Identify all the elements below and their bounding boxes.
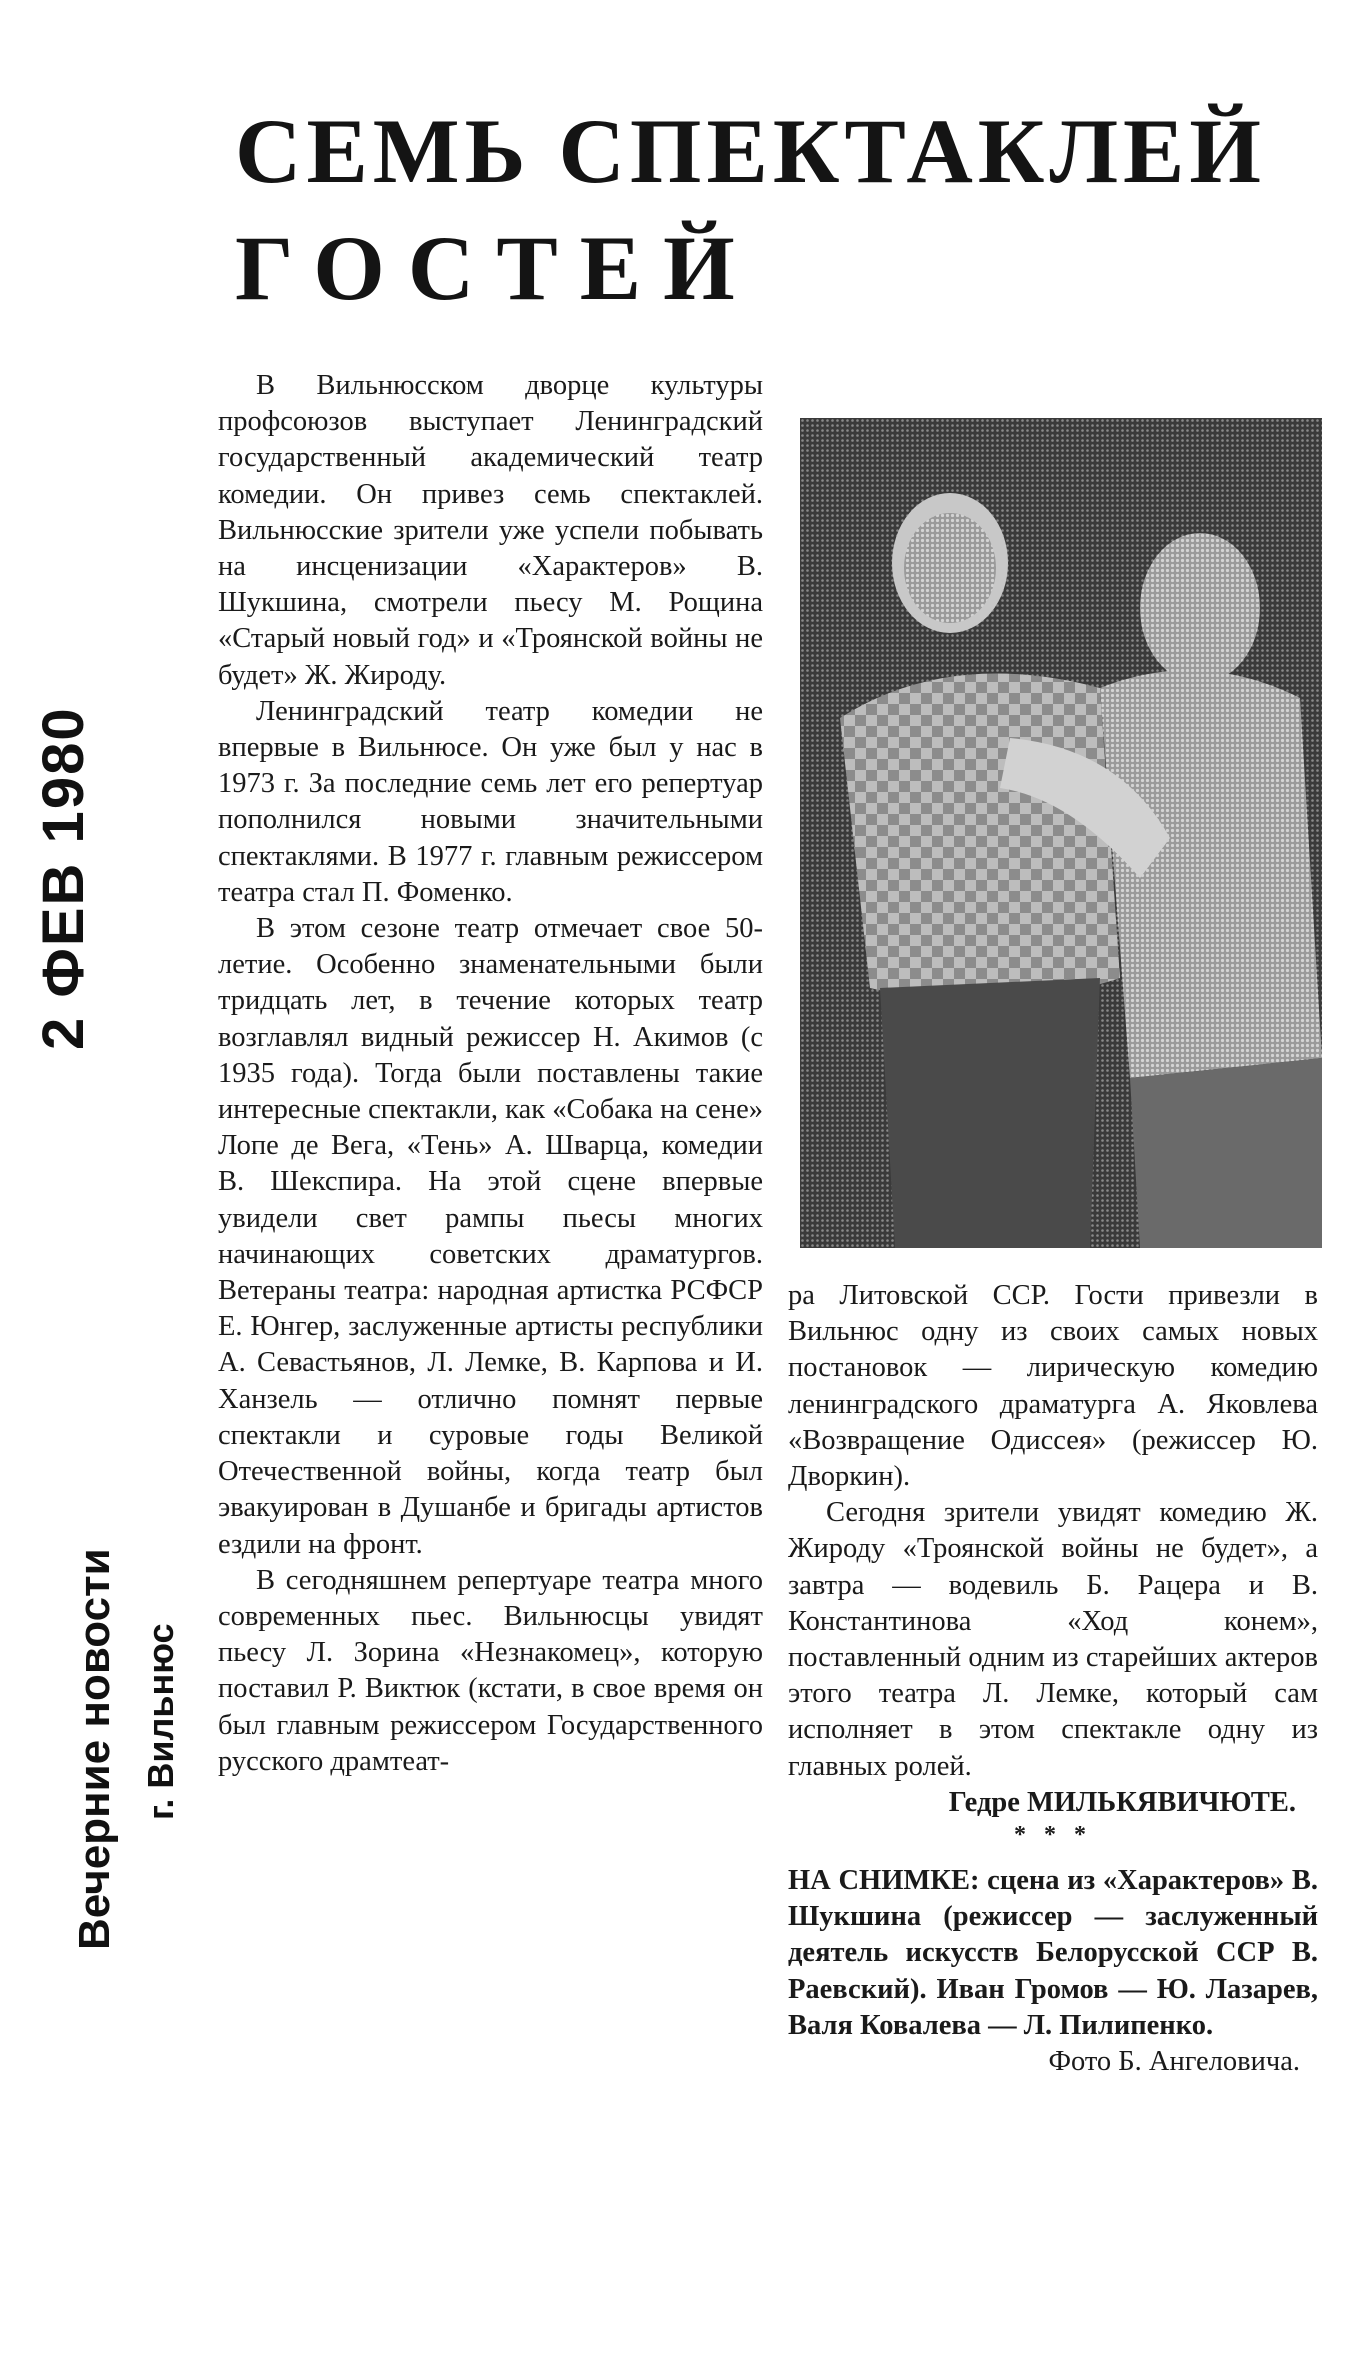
photo-credit: Фото Б. Ангеловича. (1048, 2046, 1300, 2078)
clipping-stamp (10, 706, 230, 2010)
author-byline: Гедре МИЛЬКЯВИЧЮТЕ. (948, 1786, 1296, 1818)
stamp-city: г. Вильнюс (140, 1623, 181, 1820)
headline-line-1: СЕМЬ СПЕКТАКЛЕЙ (235, 100, 1266, 202)
article-paragraph-2: Ленинградский театр комедии не впервые в Вильнюсе. Он уже был у нас в 1973 г. За последние семь лет его репертуар пополнился новыми значительными спектаклями. В 1977 г. главным режиссером театра стал П. Фоменко. (218, 695, 763, 908)
scene-photo (800, 418, 1322, 1248)
article-paragraph-1: В Вильнюсском дворце культуры профсоюзов выступает Ленинградский государственный академический театр комедии. Он привез семь спектаклей. Вильнюсские зрители уже успели побывать на инсценизации «Характеров» В. Шукшина, смотрели пьесу М. Рощина «Старый новый год» и «Троянской войны не будет» Ж. Жироду. (218, 370, 763, 691)
separator-stars: * * * (1014, 1822, 1092, 1849)
headline-line-2: ГОСТЕЙ (235, 217, 757, 319)
article-paragraph-3: В этом сезоне театр отмечает свое 50-летие. Особенно знаменательными были тридцать лет, в течение которых театр возглавлял видный режиссер Н. Акимов (с 1935 года). Тогда были поставлены такие интересные спектакли, как «Собака на сене» Лопе де Вега, «Тень» А. Шварца, комедии В. Шекспира. На этой сцене впервые увидели свет рампы пьесы многих начинающих советских драматургов. Ветераны театра: народная артистка РСФСР Е. Юнгер, заслуженные артисты республики А. Севастьянов, Л. Лемке, В. Карпова и И. Ханзель — отлично помнят первые спектакли и суровые годы Великой Отечественной войны, когда театр был эвакуирован в Душанбе и бригады артистов ездили на фронт. (218, 913, 763, 1560)
photo-caption: НА СНИМКЕ: сцена из «Характеров» В. Шукшина (режиссер — заслуженный деятель искусств Белорусской ССР В. Раевский). Иван Громов — Ю. Лазарев, Валя Ковалева — Л. Пилипенко. (788, 1865, 1318, 2041)
stamp-newspaper: Вечерние новости (70, 1548, 119, 1950)
article-paragraph-5: Сегодня зрители увидят комедию Ж. Жироду «Троянской войны не будет», а завтра — водевиль Б. Рацера и В. Константинова «Ход конем», поставленный одним из старейших актеров этого театра Л. Лемке, который сам исполняет в этом спектакле одну из главных ролей. (788, 1497, 1318, 1782)
stamp-date: 2 ФЕВ 1980 (31, 706, 96, 1050)
article-paragraph-4-continued: ра Литовской ССР. Гости привезли в Вильнюс одну из своих самых новых постановок — лирическую комедию ленинградского драматурга А. Яковлева «Возвращение Одиссея» (режиссер Ю. Дворкин). (788, 1280, 1318, 1493)
article-paragraph-4-start: В сегодняшнем репертуаре театра много современных пьес. Вильнюсцы увидят пьесу Л. Зорина «Незнакомец», которую поставил Р. Виктюк (кстати, в свое время он был главным режиссером Государственного русского драмтеат- (218, 1564, 763, 1777)
article-column-left (218, 368, 763, 1780)
article-column-right (788, 1278, 1318, 2080)
